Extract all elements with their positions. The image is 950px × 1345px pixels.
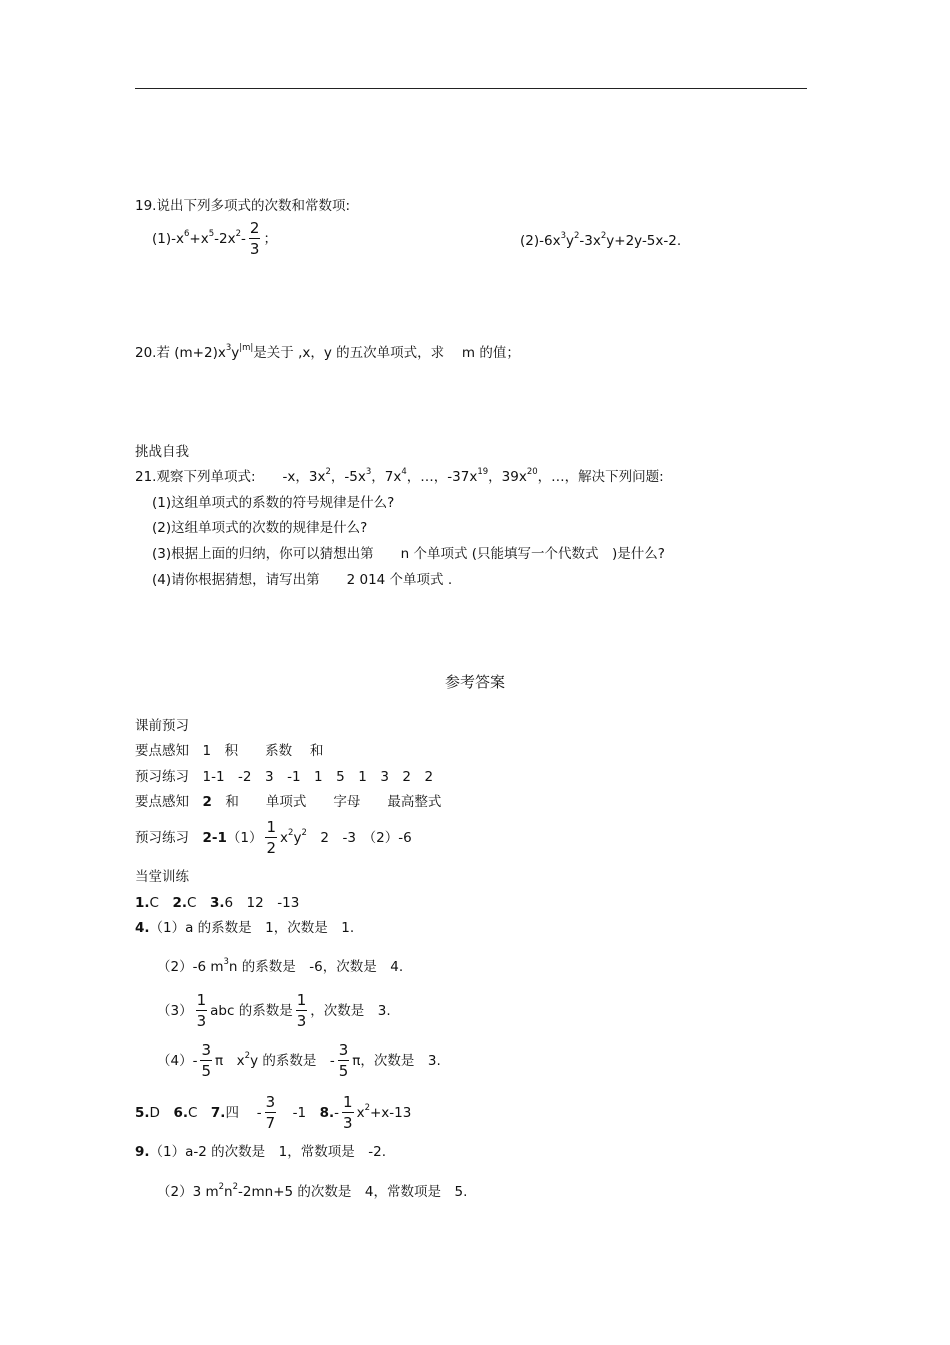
answer-row: 预习练习 2-1（1） $\frac{1}{2}$ $x^2y^2$ 2 -3 （2）-6	[135, 818, 412, 857]
q20: 20.若 $(m+2)x^3y^{|m|}$是关于 ,x，y 的五次单项式，求 m 的值；	[135, 343, 520, 361]
fraction: $\frac{3}{5}$	[201, 1041, 212, 1080]
fraction: $\frac{1}{3}$	[196, 991, 207, 1030]
fraction: $\frac{3}{7}$	[265, 1093, 276, 1132]
fraction: $\frac{2}{3}$	[249, 219, 260, 258]
fraction: $\frac{1}{3}$	[296, 991, 307, 1030]
answer-row: （4）- $\frac{3}{5}$ π $x^2y$ 的系数是 - $\frac{3}{5}$ π，次数是 3.	[157, 1041, 441, 1080]
answer-row: 1.C 2.C 3.6 12 -13	[135, 895, 300, 911]
q21-item-3: (3)根据上面的归纳，你可以猜想出第 n 个单项式 (只能填写一个代数式 )是什么?	[152, 546, 665, 562]
challenge-heading: 挑战自我	[135, 444, 189, 460]
q19-title: 19.说出下列多项式的次数和常数项:	[135, 198, 351, 214]
answer-row: 4.（1）a 的系数是 1，次数是 1.	[135, 920, 355, 936]
answer-row: （3） $\frac{1}{3}$ abc 的系数是 $\frac{1}{3}$ ，次数是 3.	[157, 991, 391, 1030]
answer-row: 5.D 6.C 7.四 - $\frac{3}{7}$ -1 8.- $\frac{1}{3}$ $x^2+x-13$	[135, 1093, 412, 1132]
header-rule	[135, 88, 807, 89]
q19-part1: $(1)-x^6+x^5-2x^2-$ $\frac{2}{3}$ ；	[152, 219, 277, 258]
section-preview: 课前预习	[135, 718, 189, 734]
answer-row: 要点感知 1 积 系数 和	[135, 743, 324, 759]
q19-part2: $(2)-6x^3y^2-3x^2y+2y-5x-2$.	[520, 231, 682, 249]
q21-item-1: (1)这组单项式的系数的符号规律是什么?	[152, 495, 395, 511]
answer-row: 预习练习 1-1 -2 3 -1 1 5 1 3 2 2	[135, 769, 434, 785]
answers-title: 参考答案	[444, 673, 505, 691]
section-class: 当堂训练	[135, 869, 189, 885]
q21-title: 21.观察下列单项式: -x，$3x^2$，$-5x^3$，$7x^4$，…，$-37x^{19}$，$39x^{20}$，…，解决下列问题:	[135, 467, 664, 485]
answer-row: （2）3 $m^2n^2-2mn+5$ 的次数是 4，常数项是 5.	[157, 1182, 468, 1200]
fraction: $\frac{1}{2}$	[266, 818, 277, 857]
q21-item-4: (4)请你根据猜想，请写出第 2 014 个单项式 .	[152, 572, 453, 588]
q21-item-2: (2)这组单项式的次数的规律是什么?	[152, 520, 368, 536]
fraction: $\frac{1}{3}$	[343, 1093, 353, 1132]
answer-row: 9.（1）a-2 的次数是 1，常数项是 -2.	[135, 1144, 386, 1160]
answer-row: （2）-6 $m^3n$ 的系数是 -6，次数是 4.	[157, 957, 404, 975]
answer-row: 要点感知 2 和 单项式 字母 最高整式	[135, 794, 442, 810]
fraction: $\frac{3}{5}$	[338, 1041, 349, 1080]
